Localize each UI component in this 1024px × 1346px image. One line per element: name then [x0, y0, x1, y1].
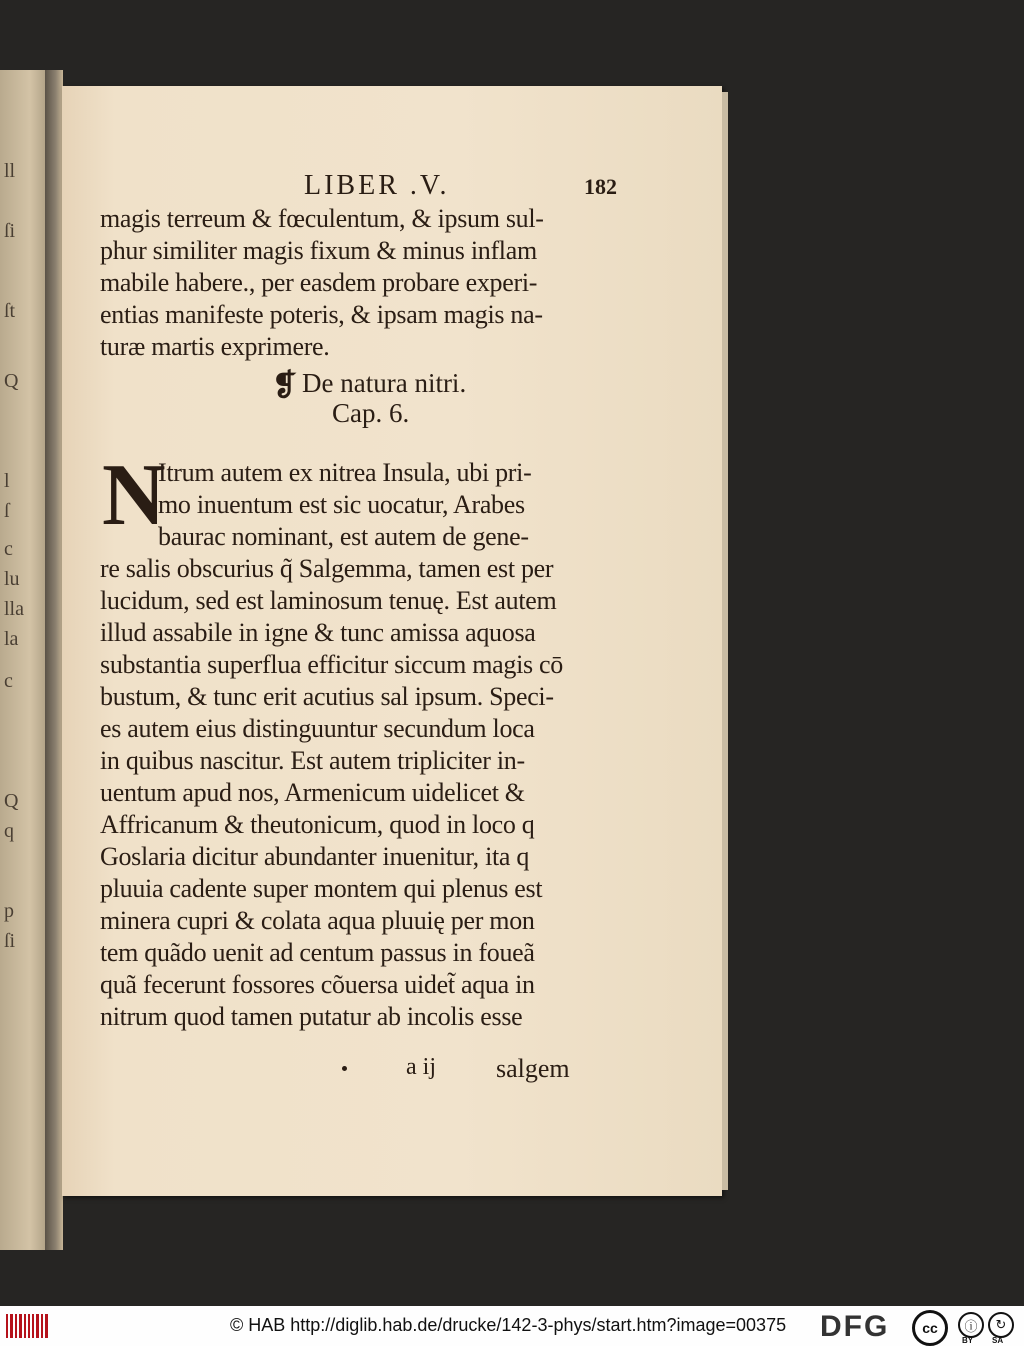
- signature-dot: [342, 1066, 347, 1071]
- barcode-icon: [6, 1314, 48, 1338]
- prev-page-fragment: l: [4, 470, 10, 492]
- text-line: entias manifeste poteris, & ipsam magis na-: [100, 300, 543, 329]
- book-page: [62, 86, 722, 1196]
- prev-page-fragment: c: [4, 538, 13, 560]
- catchword: salgem: [496, 1054, 570, 1083]
- running-head: LIBER .V.: [304, 170, 450, 201]
- prev-page-fragment: ſt: [4, 300, 16, 322]
- chapter-number: Cap. 6.: [332, 398, 410, 428]
- book-gutter: [45, 70, 63, 1250]
- text-line: baurac nominant, est autem de gene-: [158, 522, 529, 551]
- footer-copyright-link[interactable]: © HAB http://diglib.hab.de/drucke/142-3-phys/start.htm?image=00375: [230, 1315, 787, 1335]
- text-line: minera cupri & colata aqua pluuię per mon: [100, 906, 535, 935]
- text-line: bustum, & tunc erit acutius sal ipsum. Speci-: [100, 682, 554, 711]
- by-label: BY: [962, 1336, 974, 1345]
- prev-page-fragment: Q: [4, 790, 19, 812]
- prev-page-fragment: la: [4, 628, 19, 650]
- prev-page-fragment: ll: [4, 160, 16, 182]
- previous-page-edge: [0, 70, 50, 1250]
- prev-page-fragment: ſ: [4, 500, 10, 522]
- cc-license-icon[interactable]: cc: [912, 1310, 948, 1346]
- prev-page-fragment: ſi: [4, 930, 16, 952]
- sa-share-alike-icon: ↻: [988, 1312, 1014, 1338]
- text-line: turæ martis exprimere.: [100, 332, 330, 361]
- text-line: Affricanum & theutonicum, quod in loco q: [100, 810, 535, 839]
- page-edge: [722, 92, 728, 1190]
- prev-page-fragment: ſi: [4, 220, 16, 242]
- prev-page-fragment: lla: [4, 598, 24, 620]
- text-line: in quibus nascitur. Est autem tripliciter in-: [100, 746, 525, 775]
- text-line: es autem eius distinguuntur secundum loca: [100, 714, 535, 743]
- text-line: re salis obscurius q̃ Salgemma, tamen est per: [100, 554, 554, 583]
- signature-mark: a ij: [406, 1054, 436, 1080]
- text-line: uentum apud nos, Armenicum uidelicet &: [100, 778, 525, 807]
- text-line: magis terreum & fœculentum, & ipsum sul-: [100, 204, 544, 233]
- text-line: pluuia cadente super montem qui plenus est: [100, 874, 543, 903]
- folio-number: 182: [584, 174, 617, 199]
- text-line: Goslaria dicitur abundanter inuenitur, ita q: [100, 842, 530, 871]
- text-line: lucidum, sed est laminosum tenuę. Est autem: [100, 586, 557, 615]
- prev-page-fragment: lu: [4, 568, 20, 590]
- text-line: tem quãdo uenit ad centum passus in foueã: [100, 938, 535, 967]
- sa-label: SA: [992, 1336, 1004, 1345]
- text-line: quã fecerunt fossores cõuersa uidet̃ aqua in: [100, 970, 535, 999]
- drop-capital: N: [102, 447, 166, 544]
- text-line: illud assabile in igne & tunc amissa aquosa: [100, 618, 536, 647]
- by-attribution-icon: ⓘ: [958, 1312, 984, 1338]
- footer-bar: [0, 1306, 1024, 1346]
- prev-page-fragment: Q: [4, 370, 19, 392]
- pilcrow-mark: ❡: [272, 369, 298, 402]
- dfg-logo: DFG: [820, 1310, 890, 1343]
- chapter-heading: De natura nitri.: [302, 368, 467, 398]
- text-line: Itrum autem ex nitrea Insula, ubi pri-: [158, 458, 532, 487]
- text-line: mo inuentum est sic uocatur, Arabes: [158, 490, 525, 519]
- text-line: mabile habere., per easdem probare experi-: [100, 268, 538, 297]
- prev-page-fragment: p: [4, 900, 14, 922]
- text-line: substantia superflua efficitur siccum magis cō: [100, 650, 563, 679]
- text-line: nitrum quod tamen putatur ab incolis esse: [100, 1002, 523, 1031]
- text-line: phur similiter magis fixum & minus inflam: [100, 236, 537, 265]
- prev-page-fragment: c: [4, 670, 13, 692]
- prev-page-fragment: q: [4, 820, 14, 842]
